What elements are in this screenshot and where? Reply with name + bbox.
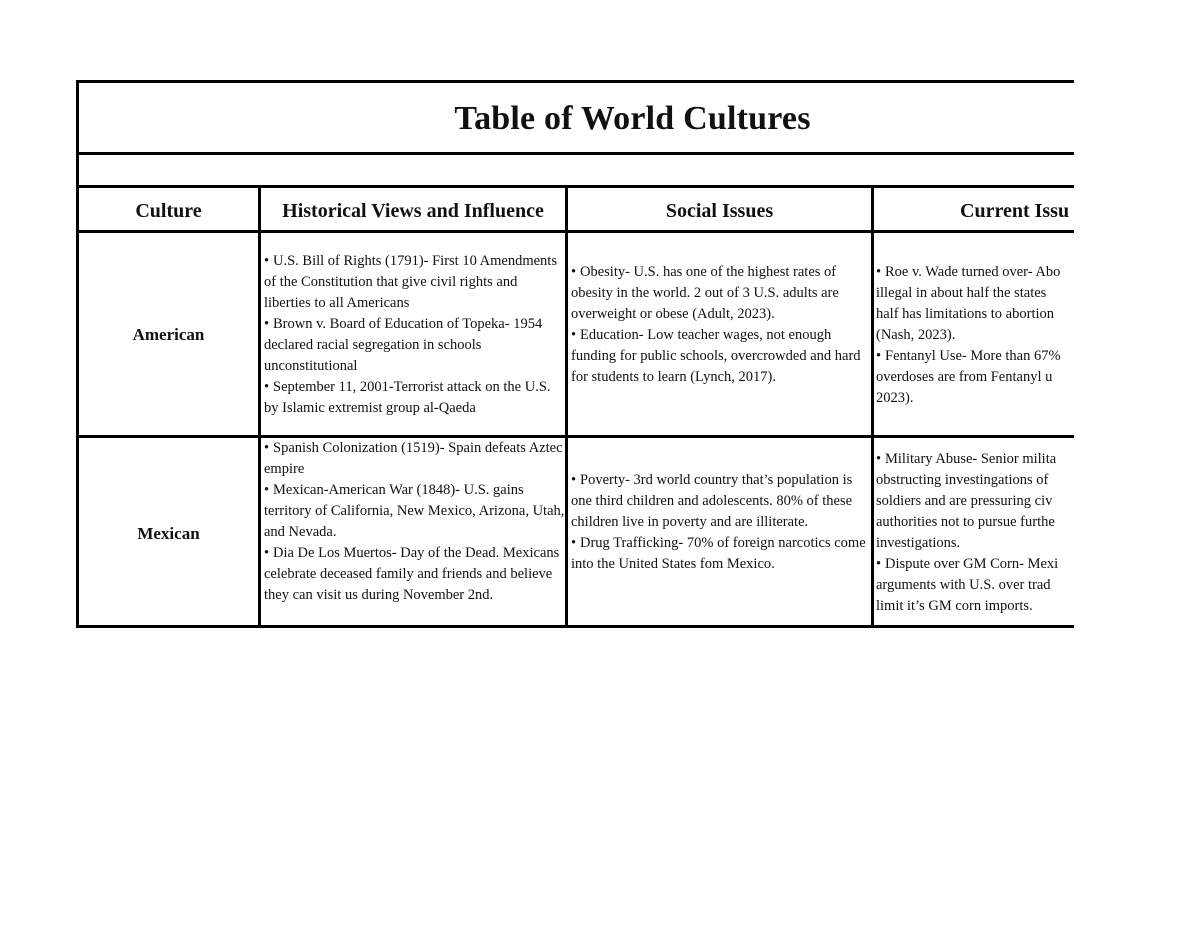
list-item-cont: half has limitations to abortion [876,306,1055,322]
list-item: • Dia De Los Muertos- Day of the Dead. Mexicans celebrate deceased family and friends and believe they can visit us during November 2nd. [264,545,560,603]
header-social: Social Issues [665,200,774,222]
list-item: • Poverty- 3rd world country that’s population is one third children and adolescents. 80% of these children live in poverty and are illiterate. [571,472,853,530]
column-divider [258,188,261,628]
table-row-american [79,233,1074,438]
list-item: • U.S. Bill of Rights (1791)- First 10 Amendments of the Constitution that give civil rights and liberties to all Americans [264,253,557,311]
empty-row [79,155,1074,188]
header-current: Current Issu [960,200,1070,222]
list-item-cont: soldiers and are pressuring civ [876,493,1053,509]
column-divider [871,188,874,628]
title-row [79,83,1074,155]
list-item-cont: overdoses are from Fentanyl u [876,369,1053,385]
social-cell [571,262,873,388]
list-item-cont: investigations. [876,535,961,551]
list-item: • Drug Trafficking- 70% of foreign narcotics come into the United States fom Mexico. [571,535,866,572]
column-header-row [79,188,1074,233]
culture-label: Mexican [137,524,200,543]
list-item-cont: limit it’s GM corn imports. [876,598,1033,614]
list-item: • Obesity- U.S. has one of the highest rates of obesity in the world. 2 out of 3 U.S. adults are overweight or obese (Adult, 2023). [571,264,839,322]
table-row-mexican [79,438,1074,628]
list-item-cont: authorities not to pursue furthe [876,514,1055,530]
header-culture: Culture [135,200,202,222]
world-cultures-table [76,80,1074,628]
spreadsheet-page [76,80,1074,628]
list-item-cont: (Nash, 2023). [876,327,956,343]
list-item: • Education- Low teacher wages, not enough funding for public schools, overcrowded and hard for students to learn (Lynch, 2017). [571,327,861,385]
list-item: • Spanish Colonization (1519)- Spain defeats Aztec empire [264,440,563,477]
current-cell [876,262,1074,409]
header-historical: Historical Views and Influence [282,200,544,222]
list-item-cont: obstructing investingations of [876,472,1049,488]
social-cell [571,470,873,575]
list-item: • Roe v. Wade turned over- Abo [876,264,1061,280]
historical-cell [264,251,564,419]
list-item: • Brown v. Board of Education of Topeka- 1954 declared racial segregation in schools unconstitutional [264,316,543,374]
list-item: • Military Abuse- Senior milita [876,451,1057,467]
historical-cell [264,438,566,606]
list-item: • Dispute over GM Corn- Mexi [876,556,1059,572]
list-item-cont: arguments with U.S. over trad [876,577,1051,593]
table-title: Table of World Cultures [454,100,811,137]
list-item-cont: 2023). [876,390,914,406]
current-cell [876,449,1074,617]
culture-label: American [132,325,205,344]
list-item: • September 11, 2001-Terrorist attack on the U.S. by Islamic extremist group al-Qaeda [264,379,551,416]
list-item-cont: illegal in about half the states [876,285,1047,301]
column-divider [565,188,568,628]
list-item: • Fentanyl Use- More than 67% [876,348,1061,364]
list-item: • Mexican-American War (1848)- U.S. gains territory of California, New Mexico, Arizona, Utah, and Nevada. [264,482,565,540]
